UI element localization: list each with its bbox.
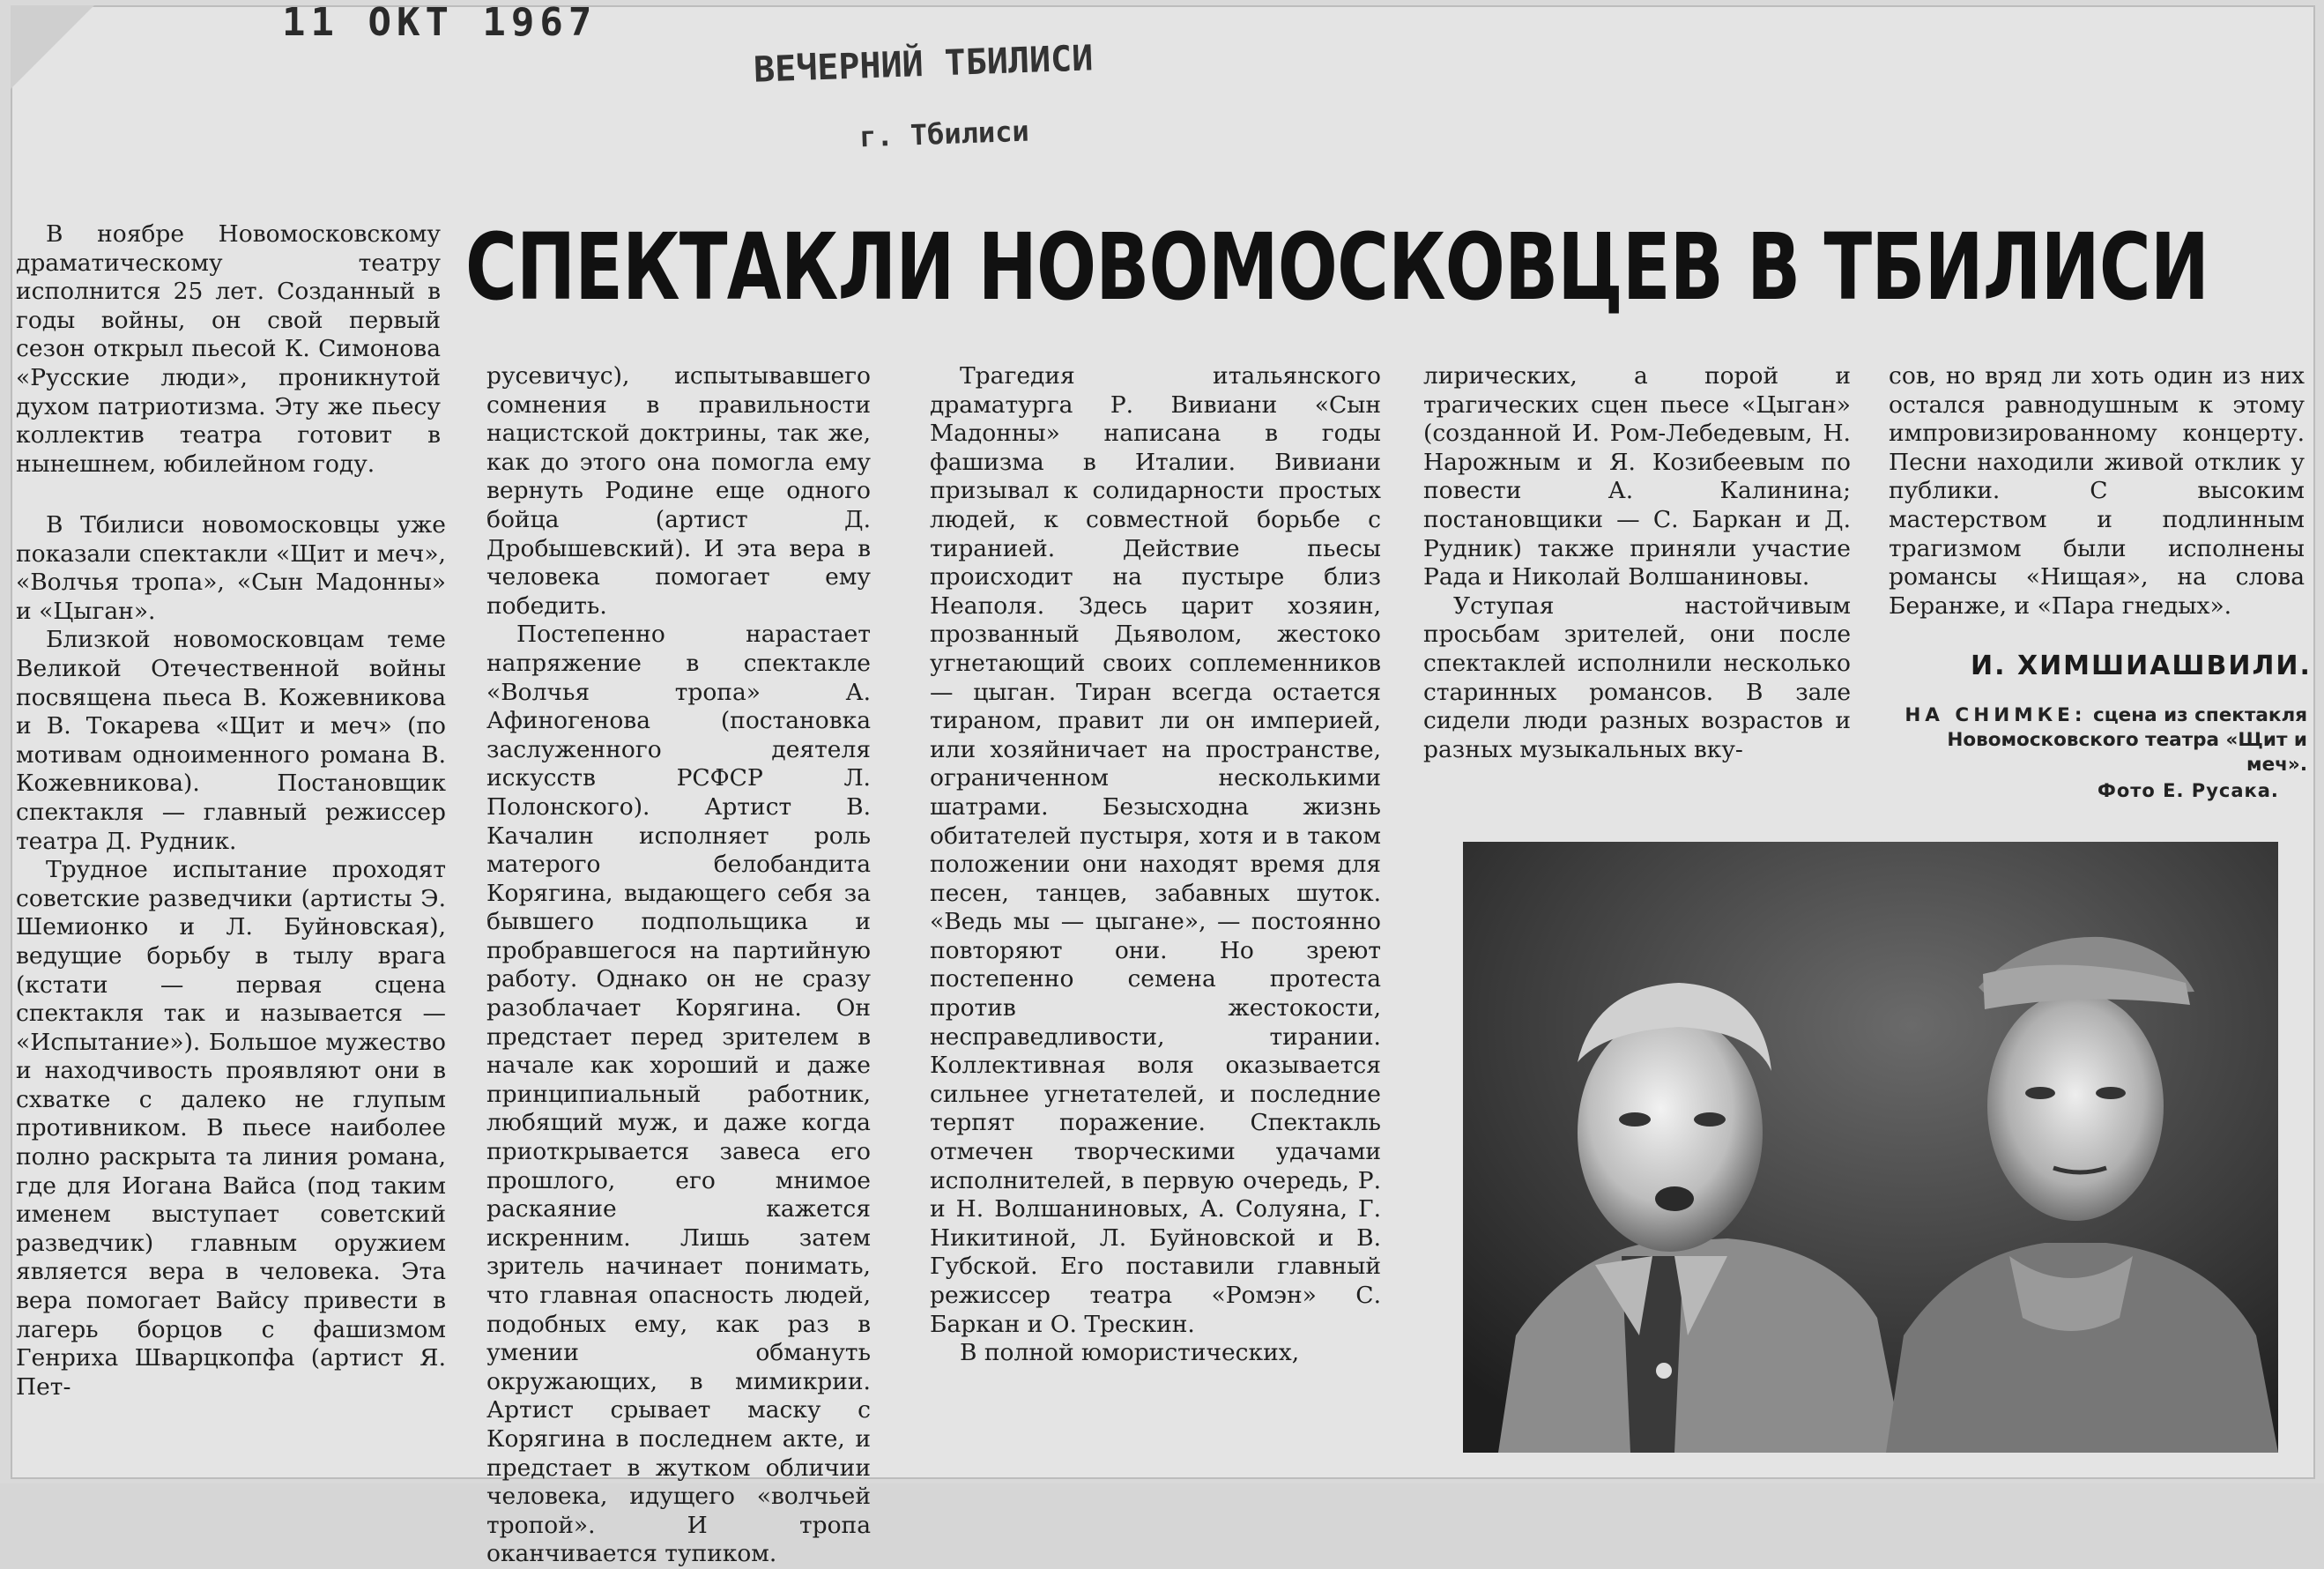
caption-text: сцена из спектакля Новомосковского театра «Щит и меч». [1947, 704, 2307, 776]
newspaper-name-stamp: ВЕЧЕРНИЙ ТБИЛИСИ [753, 38, 1094, 91]
paragraph: В Тбилиси новомосковцы уже показали спектакли «Щит и меч», «Волчья тропа», «Сын Мадонны» и «Цыган». [16, 511, 446, 625]
photo-two-soldiers-icon [1463, 842, 2278, 1453]
paragraph: В полной юмористических, [960, 1339, 1300, 1367]
paragraph: лирических, а порой и трагических сцен пьесе «Цыган» (созданной И. Ром-Лебедевым, Н. Нарожным и Я. Козибеевым по повести А. Калинина; постановщики — С. Баркан и Д. Рудник) также приняли участие Рада и Николай Волшаниновы. [1423, 362, 1851, 591]
paragraph: Трудное испытание проходят советские разведчики (артисты Э. Шемионко и Л. Буйновская), ведущие борьбу в тылу врага (кстати — первая сцена спектакля так и называется — «Испытание»). Большое мужество и находчивость проявляют они в схватке с далеко не глупым противником. В пьесе наиболее полно раскрыта та линия романа, где для Иогана Вайса (под таким именем выступает советский разведчик) главным оружием является вера в человека. Эта вера помогает Вайсу привести в лагерь борцов с фашизмом Генриха Шварцкопфа (артист Я. Пет- [16, 856, 446, 1401]
photo-caption [1889, 703, 2307, 777]
paragraph: Уступая настойчивым просьбам зрителей, они после спектаклей исполнили несколько старинных романсов. В зале сидели люди разных возрастов и разных музыкальных вку- [1423, 591, 1851, 763]
column-4 [1423, 362, 1851, 764]
paragraph: сов, но вряд ли хоть один из них остался равнодушным к этому импровизированному концерту. Песни находили живой отклик у публики. С высоким мастерством и подлинным трагизмом были исполнены романсы «Нищая», на слова Беранже, и «Пара гнедых». [1889, 362, 2305, 620]
paragraph: Близкой новомосковцам теме Великой Отечественной войны посвящена пьеса В. Кожевникова и В. Токарева «Щит и меч» (по мотивам одноименного романа В. Кожевникова). Постановщик спектакля — главный режиссер театра Д. Рудник. [16, 626, 446, 855]
city-stamp: г. Тбилиси [858, 114, 1030, 154]
photo-credit: Фото Е. Русака. [2098, 780, 2279, 801]
paragraph: Постепенно нарастает напряжение в спектакле «Волчья тропа» А. Афиногенова (постановка заслуженного деятеля искусств РСФСР Л. Полонского). Артист В. Качалин исполняет роль матерого белобандита Корягина, выдающего себя за бывшего подпольщика и пробравшегося на партийную работу. Однако он не сразу разоблачает Корягина. Он предстает перед зрителем в начале как хороший и даже принципиальный работник, любящий муж, и даже когда приоткрывается завеса его прошлого, его мнимое раскаяние кажется искренним. Лишь затем зритель начинает понимать, что главная опасность людей, подобных ему, как раз в умении обмануть окружающих, в мимикрии. Артист срывает маску с Корягина в последнем акте, и предстает в жутком обличии человека, идущего «волчьей тропой». И тропа оканчивается тупиком. [486, 621, 871, 1568]
caption-label: НА СНИМКЕ: [1904, 704, 2087, 726]
date-stamp: 11 ОКТ 1967 [282, 0, 598, 45]
paragraph: В ноябре Новомосковскому драматическому театру исполнится 25 лет. Созданный в годы войны, он свой первый сезон открыл пьесой К. Симонова «Русские люди», проникнутой духом патриотизма. Эту же пьесу коллектив театра готовит в нынешнем, юбилейном году. [16, 220, 441, 478]
paragraph: Трагедия итальянского драматурга Р. Вивиани «Сын Мадонны» написана в годы фашизма в Италии. Вивиани призывал к солидарности простых людей, к совместной борьбе с тиранией. Действие пьесы происходит на пустыре близ Неаполя. Здесь царит хозяин, прозванный Дьяволом, жестоко угнетающий своих соплеменников — цыган. Тиран всегда остается тираном, правит ли он империей, или хозяйничает на пространстве, ограниченном несколькими шатрами. Безысходна жизнь обитателей пустыря, хотя и в таком положении они находят время для песен, танцев, забавных шуток. «Ведь мы — цыгане», — постоянно повторяют они. Но зреют постепенно семена протеста против жестокости, несправедливости, тирании. Коллективная воля оказывается сильнее угнетателей, и последние терпят поражение. Спектакль отмечен творческими удачами исполнителей, в первую очередь, Р. и Н. Волшаниновых, А. Солуяна, Г. Никитиной, Л. Буйновской и В. Губской. Его поставили главный режиссер театра «Ромэн» С. Баркан и О. Трескин. [930, 362, 1381, 1338]
paragraph: русевичус), испытывавшего сомнения в правильности нацистской доктрины, так же, как до этого она помогла ему вернуть Родине еще одного бойца (артист Д. Дробышевский). И эта вера в человека помогает ему победить. [486, 362, 871, 620]
article-headline: СПЕКТАКЛИ НОВОМОСКОВЦЕВ В ТБИЛИСИ [465, 213, 2209, 321]
column-5 [1889, 362, 2305, 621]
column-2 [486, 362, 871, 1569]
article-photo [1463, 842, 2278, 1453]
column-1 [16, 511, 446, 1402]
column-3 [930, 362, 1381, 1368]
column-1-top [16, 220, 441, 479]
author-signature: И. ХИМШИАШВИЛИ. [1971, 651, 2312, 681]
